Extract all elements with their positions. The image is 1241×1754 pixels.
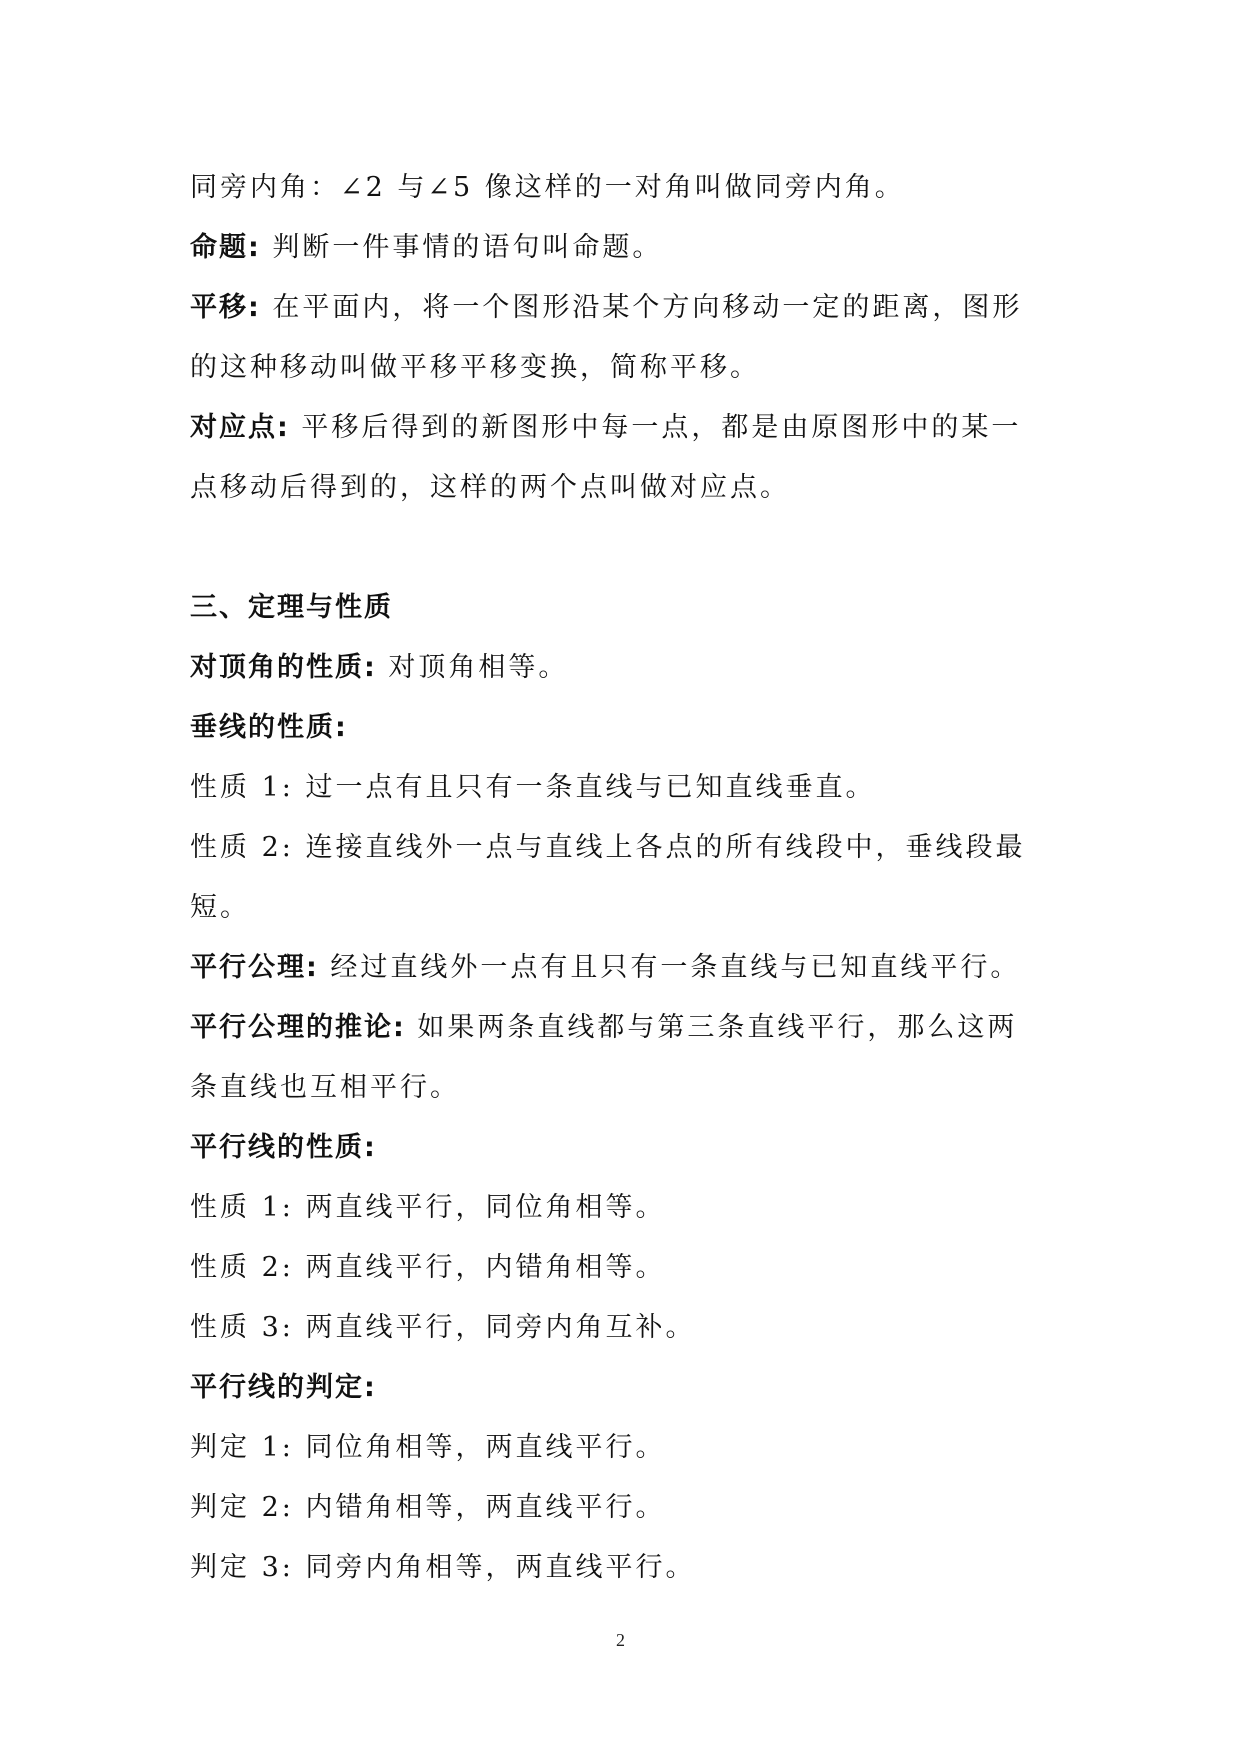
parallel-criterion-1: 判定 1: 同位角相等，两直线平行。	[190, 1432, 666, 1463]
paragraph-text: 同旁内角：∠2 与∠5 像这样的一对角叫做同旁内角。	[190, 172, 905, 203]
paragraph-translation-line-1	[190, 278, 1070, 338]
term-vertical-angles: 对顶角的性质:	[190, 652, 377, 683]
term-axiom-corollary: 平行公理的推论:	[190, 1012, 406, 1043]
paragraph-parallel-axiom	[190, 938, 1070, 998]
paragraph-vertical-angles	[190, 638, 1070, 698]
paragraph-proposition	[190, 218, 1070, 278]
paragraph-axiom-corollary-line-2: 条直线也互相平行。	[190, 1072, 460, 1103]
perpendicular-property-1: 性质 1: 过一点有且只有一条直线与已知直线垂直。	[190, 772, 876, 803]
subheading-perpendicular	[190, 698, 1070, 758]
parallel-property-3: 性质 3: 两直线平行，同旁内角互补。	[190, 1312, 696, 1343]
definition-text: 经过直线外一点有且只有一条直线与已知直线平行。	[318, 952, 1021, 983]
definition-text: 如果两条直线都与第三条直线平行，那么这两	[405, 1012, 1018, 1043]
page-content	[190, 158, 1070, 1598]
parallel-property-2: 性质 2: 两直线平行，内错角相等。	[190, 1252, 666, 1283]
term-parallel-axiom: 平行公理:	[190, 952, 319, 983]
definition-text: 平移后得到的新图形中每一点，都是由原图形中的某一	[289, 412, 1022, 443]
term-parallel-properties: 平行线的性质:	[190, 1132, 377, 1163]
perpendicular-property-2-line-1: 性质 2: 连接直线外一点与直线上各点的所有线段中，垂线段最	[190, 832, 1026, 863]
page-number: 2	[616, 1630, 625, 1650]
term-corresponding-points: 对应点:	[190, 412, 290, 443]
paragraph-axiom-corollary-line-1	[190, 998, 1070, 1058]
perpendicular-property-2-line-2: 短。	[190, 892, 250, 923]
definition-text: 的这种移动叫做平移平移变换，简称平移。	[190, 352, 760, 383]
definition-text: 在平面内，将一个图形沿某个方向移动一定的距离，图形	[260, 292, 1023, 323]
definition-text: 对顶角相等。	[376, 652, 569, 683]
term-proposition: 命题:	[190, 232, 261, 263]
parallel-property-1: 性质 1: 两直线平行，同位角相等。	[190, 1192, 666, 1223]
parallel-criterion-3: 判定 3: 同旁内角相等，两直线平行。	[190, 1552, 696, 1583]
subheading-parallel-properties	[190, 1118, 1070, 1178]
term-translation: 平移:	[190, 292, 261, 323]
paragraph-same-side-interior-angles	[190, 158, 1070, 218]
definition-text: 判断一件事情的语句叫命题。	[260, 232, 663, 263]
paragraph-corresponding-points-line-1	[190, 398, 1070, 458]
paragraph-corresponding-points-line-2	[190, 458, 1070, 518]
parallel-criterion-2: 判定 2: 内错角相等，两直线平行。	[190, 1492, 666, 1523]
subheading-parallel-criteria	[190, 1358, 1070, 1418]
term-perpendicular: 垂线的性质:	[190, 712, 348, 743]
term-parallel-criteria: 平行线的判定:	[190, 1372, 377, 1403]
section-spacer	[190, 518, 1070, 578]
paragraph-translation-line-2	[190, 338, 1070, 398]
section-heading: 三、定理与性质	[190, 592, 393, 623]
definition-text: 点移动后得到的，这样的两个点叫做对应点。	[190, 472, 790, 503]
